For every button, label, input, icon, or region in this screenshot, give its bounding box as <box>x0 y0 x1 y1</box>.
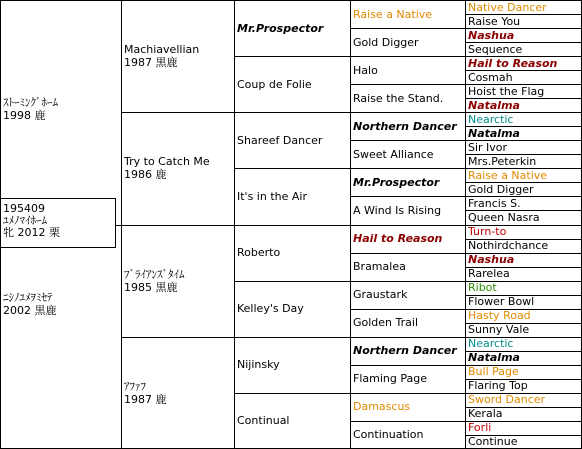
gen5-horse <box>466 56 581 70</box>
horse-name: Raise You <box>468 14 521 28</box>
gen5-horse <box>466 309 581 323</box>
gen2-horse <box>122 337 234 449</box>
gen4-horse <box>351 140 465 168</box>
gen4-horse <box>351 393 465 421</box>
horse-name: Roberto <box>237 246 281 260</box>
gen3-horse <box>235 56 350 112</box>
horse-name: ﾕﾒﾉﾏｲﾎｰﾑ <box>3 214 47 227</box>
horse-name: Nothirdchance <box>468 239 549 253</box>
horse-birth-color: 1985 黒鹿 <box>124 280 178 294</box>
gen5-horse <box>466 239 581 253</box>
horse-name: Forli <box>468 421 492 435</box>
horse-name: Flaring Top <box>468 379 528 393</box>
horse-name: Halo <box>353 63 378 77</box>
horse-name: Francis S. <box>468 196 521 210</box>
horse-name: A Wind Is Rising <box>353 203 442 217</box>
horse-name: Nearctic <box>468 112 514 126</box>
horse-name: Continue <box>468 435 518 449</box>
gen4-horse <box>351 56 465 84</box>
gen2-horse <box>122 112 234 224</box>
horse-name: Try to Catch Me <box>124 155 210 169</box>
gen4-horse <box>351 112 465 140</box>
horse-name: Sunny Vale <box>468 323 530 337</box>
gen5-horse <box>466 323 581 337</box>
horse-name: Sweet Alliance <box>353 147 434 161</box>
horse-birth-color: 1987 鹿 <box>124 392 167 406</box>
gen5-horse <box>466 182 581 196</box>
horse-name: Mr.Prospector <box>353 175 440 189</box>
horse-name: ｽﾄｰﾐﾝｸﾞﾎｰﾑ <box>3 96 58 109</box>
horse-name: Coup de Folie <box>237 77 312 91</box>
horse-name: Queen Nasra <box>468 210 540 224</box>
subject-horse-box <box>0 198 116 248</box>
gen5-horse <box>466 210 581 224</box>
horse-name: Cosmah <box>468 70 513 84</box>
horse-name: Damascus <box>353 400 411 414</box>
gen4-horse <box>351 0 465 28</box>
horse-name: Natalma <box>468 351 520 365</box>
gen5-horse <box>466 196 581 210</box>
gen2-horse <box>122 0 234 112</box>
gen1-horse <box>1 225 121 449</box>
gen4-horse <box>351 337 465 365</box>
horse-name: Sir Ivor <box>468 140 508 154</box>
gen5-horse <box>466 421 581 435</box>
horse-name: Sword Dancer <box>468 393 546 407</box>
horse-name: Flower Bowl <box>468 295 535 309</box>
gen4-horse <box>351 253 465 281</box>
gen1-horse <box>1 0 121 225</box>
horse-name: Bull Page <box>468 365 519 379</box>
horse-name: Raise a Native <box>353 7 433 21</box>
gen5-horse <box>466 379 581 393</box>
horse-name: Northern Dancer <box>353 119 457 133</box>
gen5-horse <box>466 28 581 42</box>
horse-name: ｱﾌｧﾌ <box>124 379 146 393</box>
horse-name: Hail to Reason <box>353 232 443 246</box>
gen3-horse <box>235 112 350 168</box>
horse-birth-color: 1986 鹿 <box>124 168 167 182</box>
gen5-horse <box>466 351 581 365</box>
horse-name: Gold Digger <box>468 182 534 196</box>
horse-name: Hail to Reason <box>468 56 558 70</box>
gen5-horse <box>466 365 581 379</box>
gen5-horse <box>466 407 581 421</box>
gen5-horse <box>466 42 581 56</box>
gen5-horse <box>466 140 581 154</box>
horse-name: Kerala <box>468 407 503 421</box>
horse-name: Nashua <box>468 253 515 267</box>
gen5-horse <box>466 295 581 309</box>
horse-name: Mrs.Peterkin <box>468 154 537 168</box>
horse-name: Natalma <box>468 126 520 140</box>
gen2-horse <box>122 225 234 337</box>
horse-sex-birth-color: 牝 2012 栗 <box>3 226 60 239</box>
horse-id: 195409 <box>3 202 45 215</box>
gen5-horse <box>466 98 581 112</box>
gen4-horse <box>351 225 465 253</box>
gen5-horse <box>466 168 581 182</box>
gen4-horse <box>351 281 465 309</box>
gen5-horse <box>466 14 581 28</box>
gen5-horse <box>466 337 581 351</box>
horse-name: Natalma <box>468 98 520 112</box>
gen4-horse <box>351 365 465 393</box>
gen4-horse <box>351 421 465 449</box>
horse-name: Mr.Prospector <box>237 21 324 35</box>
horse-name: Nearctic <box>468 337 514 351</box>
horse-birth-color: 1987 黒鹿 <box>124 56 178 70</box>
gen3-horse <box>235 393 350 449</box>
horse-name: It's in the Air <box>237 189 307 203</box>
gen3-horse <box>235 281 350 337</box>
gen5-horse <box>466 267 581 281</box>
horse-name: Golden Trail <box>353 316 419 330</box>
horse-birth-color: 2002 黒鹿 <box>3 303 57 317</box>
horse-name: ﾌﾞﾗｲｱﾝｽﾞﾀｲﾑ <box>124 267 185 281</box>
horse-name: Hoist the Flag <box>468 84 545 98</box>
horse-name: Kelley's Day <box>237 302 304 316</box>
horse-name: Flaming Page <box>353 372 427 386</box>
gen3-horse <box>235 0 350 56</box>
horse-name: Sequence <box>468 42 523 56</box>
horse-name: Graustark <box>353 288 408 302</box>
gen5-horse <box>466 225 581 239</box>
gen4-horse <box>351 28 465 56</box>
gen3-horse <box>235 168 350 224</box>
gen5-horse <box>466 435 581 449</box>
horse-name: Hasty Road <box>468 309 531 323</box>
horse-birth-color: 1998 鹿 <box>3 109 46 122</box>
gen5-horse <box>466 393 581 407</box>
gen3-horse <box>235 337 350 393</box>
horse-name: Northern Dancer <box>353 344 457 358</box>
gen5-horse <box>466 112 581 126</box>
gen4-horse <box>351 309 465 337</box>
horse-name: Bramalea <box>353 260 406 274</box>
horse-name: Native Dancer <box>468 0 547 14</box>
gen5-horse <box>466 0 581 14</box>
gen4-horse <box>351 84 465 112</box>
horse-name: Machiavellian <box>124 43 200 57</box>
horse-name: ﾆｼﾉﾕﾒｦﾐｾﾃ <box>3 290 53 304</box>
gen5-horse <box>466 253 581 267</box>
horse-name: Raise a Native <box>468 168 548 182</box>
horse-name: Ribot <box>468 281 497 295</box>
horse-name: Continual <box>237 414 290 428</box>
horse-name: Gold Digger <box>353 35 419 49</box>
gen5-horse <box>466 70 581 84</box>
horse-name: Nijinsky <box>237 358 280 372</box>
horse-name: Turn-to <box>468 225 507 239</box>
gen4-horse <box>351 168 465 196</box>
horse-name: Nashua <box>468 28 515 42</box>
horse-name: Continuation <box>353 428 424 442</box>
horse-name: Raise the Stand. <box>353 91 444 105</box>
gen3-horse <box>235 225 350 281</box>
gen5-horse <box>466 84 581 98</box>
gen5-horse <box>466 281 581 295</box>
horse-name: Rarelea <box>468 267 510 281</box>
horse-name: Shareef Dancer <box>237 133 323 147</box>
gen5-horse <box>466 154 581 168</box>
gen4-horse <box>351 196 465 224</box>
gen5-horse <box>466 126 581 140</box>
